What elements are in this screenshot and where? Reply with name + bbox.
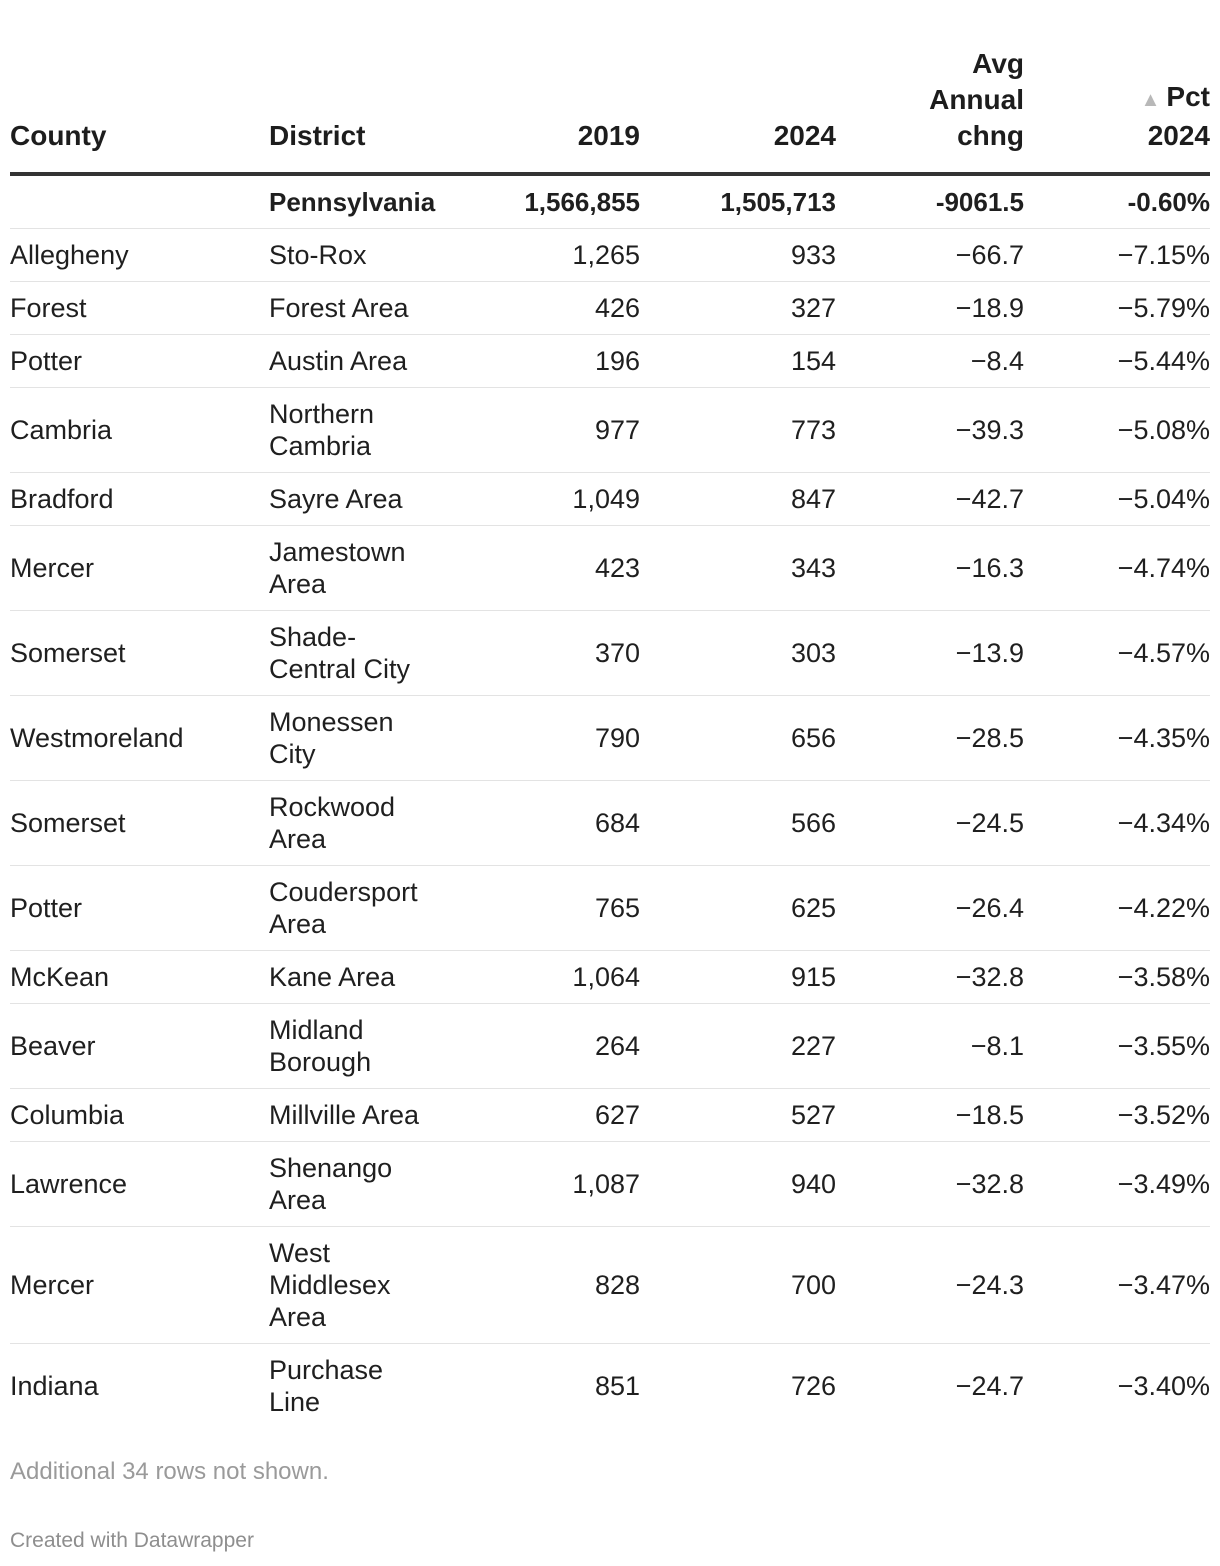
cell-2024: 227	[640, 1004, 836, 1089]
cell-district	[269, 951, 450, 1004]
cell-county: Columbia	[10, 1089, 269, 1142]
column-header-district[interactable]: District	[269, 0, 450, 174]
cell-district: Pennsylvania	[269, 174, 450, 229]
cell-pct: −3.58%	[1024, 951, 1210, 1004]
cell-2024: 527	[640, 1089, 836, 1142]
cell-2024: 726	[790, 1371, 836, 1401]
cell-2024: 773	[640, 388, 836, 473]
column-header-county[interactable]: County	[10, 0, 269, 174]
cell-county: Bradford	[10, 473, 269, 526]
sort-ascending-icon[interactable]: ▲	[1140, 89, 1161, 111]
cell-pct: −3.52%	[1024, 1089, 1210, 1142]
district-line: Purchase	[269, 1355, 384, 1385]
cell-pct: −7.15%	[1024, 229, 1210, 282]
table-row	[10, 866, 1210, 951]
table-row	[10, 1142, 1210, 1227]
column-header-2019[interactable]: 2019	[450, 0, 640, 174]
credit-link[interactable]: Created with Datawrapper	[10, 1529, 254, 1552]
data-table	[10, 0, 1210, 1428]
column-header-pct-2024[interactable]	[1024, 0, 1210, 174]
cell-district	[269, 1142, 450, 1227]
cell-county: Indiana	[10, 1371, 99, 1401]
cell-avg: −18.9	[836, 282, 1024, 335]
cell-district	[269, 781, 450, 866]
cell-county: Mercer	[10, 526, 269, 611]
header-line: Annual	[929, 84, 1024, 115]
cell-district	[269, 611, 450, 696]
cell-county: Allegheny	[10, 229, 269, 282]
district-line: City	[269, 739, 316, 769]
cell-pct: −4.35%	[1024, 696, 1210, 781]
cell-2019: 423	[450, 526, 640, 611]
cell-2024: 303	[640, 611, 836, 696]
table-row	[10, 1089, 1210, 1142]
cell-district	[269, 1004, 450, 1089]
district-line: Sayre Area	[269, 484, 403, 514]
cell-district	[269, 1089, 450, 1142]
district-line: Monessen	[269, 707, 394, 737]
header-line: 2024	[1147, 120, 1210, 151]
cell-avg: -9061.5	[836, 174, 1024, 229]
cell-2019: 264	[450, 1004, 640, 1089]
cell-2019: 1,087	[450, 1142, 640, 1227]
table-row	[10, 1344, 1210, 1429]
district-line: Area	[269, 569, 327, 599]
cell-avg: −24.3	[836, 1227, 1024, 1344]
district-line: Sto-Rox	[269, 240, 367, 270]
cell-pct: −3.55%	[1024, 1004, 1210, 1089]
table-row	[10, 1004, 1210, 1089]
district-line: Forest Area	[269, 293, 409, 323]
table-row	[10, 951, 1210, 1004]
district-line: Central City	[269, 654, 411, 684]
cell-district	[269, 1227, 450, 1344]
cell-pct: −4.57%	[1024, 611, 1210, 696]
district-line: Middlesex	[269, 1270, 391, 1300]
cell-county: Lawrence	[10, 1142, 269, 1227]
cell-2019: 1,064	[450, 951, 640, 1004]
cell-county: McKean	[10, 951, 269, 1004]
cell-2019: 790	[450, 696, 640, 781]
district-line: Northern	[269, 399, 375, 429]
cell-pct: −5.79%	[1024, 282, 1210, 335]
cell-pct: −5.08%	[1024, 388, 1210, 473]
cell-county: Westmoreland	[10, 696, 269, 781]
district-line: Area	[269, 909, 327, 939]
table-row	[10, 696, 1210, 781]
cell-avg: −32.8	[836, 1142, 1024, 1227]
cell-2024: 700	[640, 1227, 836, 1344]
table-row	[10, 611, 1210, 696]
column-header-avg-annual-chng[interactable]	[836, 0, 1024, 174]
table-row	[10, 473, 1210, 526]
cell-2024: 940	[640, 1142, 836, 1227]
cell-avg: −24.5	[836, 781, 1024, 866]
district-line: Rockwood	[269, 792, 396, 822]
table-row	[10, 526, 1210, 611]
cell-district	[269, 696, 450, 781]
cell-pct: −4.22%	[1024, 866, 1210, 951]
footnote: Additional 34 rows not shown.	[10, 1458, 329, 1485]
cell-pct: −3.40%	[1117, 1371, 1210, 1401]
cell-pct: −3.49%	[1024, 1142, 1210, 1227]
cell-avg: −24.7	[955, 1371, 1024, 1401]
district-line: Kane Area	[269, 962, 396, 992]
cell-2024: 343	[640, 526, 836, 611]
district-line: Area	[269, 1302, 327, 1332]
cell-district	[269, 282, 450, 335]
cell-county: Potter	[10, 866, 269, 951]
column-header-2024[interactable]: 2024	[640, 0, 836, 174]
cell-avg: −66.7	[836, 229, 1024, 282]
cell-district	[269, 229, 450, 282]
cell-avg: −28.5	[836, 696, 1024, 781]
cell-2024: 915	[640, 951, 836, 1004]
cell-2019: 851	[594, 1371, 640, 1401]
cell-2024: 154	[640, 335, 836, 388]
cell-2019: 196	[450, 335, 640, 388]
cell-county	[10, 174, 269, 229]
header-line: chng	[957, 120, 1024, 151]
cell-county: Potter	[10, 335, 269, 388]
cell-2024: 847	[640, 473, 836, 526]
header-line: Pct	[1166, 81, 1210, 112]
cell-2019: 1,049	[450, 473, 640, 526]
district-line: Area	[269, 824, 327, 854]
cell-pct: −4.34%	[1024, 781, 1210, 866]
cell-county: Beaver	[10, 1004, 269, 1089]
cell-2019: 370	[450, 611, 640, 696]
cell-avg: −13.9	[836, 611, 1024, 696]
cell-district	[269, 335, 450, 388]
cell-2024: 1,505,713	[640, 174, 836, 229]
district-line: Coudersport	[269, 877, 418, 907]
district-line: West	[269, 1238, 331, 1268]
header-line: Avg	[972, 48, 1024, 79]
cell-2024: 625	[640, 866, 836, 951]
table-row	[10, 335, 1210, 388]
cell-2019: 765	[450, 866, 640, 951]
cell-pct: -0.60%	[1024, 174, 1210, 229]
cell-2019: 627	[450, 1089, 640, 1142]
cell-avg: −8.1	[836, 1004, 1024, 1089]
cell-avg: −8.4	[836, 335, 1024, 388]
cell-2019: 977	[450, 388, 640, 473]
cell-district	[269, 388, 450, 473]
cell-pct: −3.47%	[1024, 1227, 1210, 1344]
district-line: Shenango	[269, 1153, 393, 1183]
district-line: Area	[269, 1185, 327, 1215]
cell-county: Somerset	[10, 781, 269, 866]
cell-2019: 828	[450, 1227, 640, 1344]
cell-pct: −5.44%	[1024, 335, 1210, 388]
district-line: Austin Area	[269, 346, 408, 376]
district-line: Millville Area	[269, 1100, 420, 1130]
cell-2019: 1,265	[450, 229, 640, 282]
table-row	[10, 282, 1210, 335]
cell-county: Somerset	[10, 611, 269, 696]
table-row	[10, 781, 1210, 866]
summary-row	[10, 174, 1210, 229]
cell-district	[269, 1344, 450, 1429]
cell-county: Forest	[10, 282, 269, 335]
district-line: Line	[269, 1387, 321, 1417]
district-line: Shade-	[269, 622, 357, 652]
cell-2019: 426	[450, 282, 640, 335]
district-line: Jamestown	[269, 537, 406, 567]
district-line: Borough	[269, 1047, 372, 1077]
data-table-container	[10, 0, 1210, 1428]
cell-avg: −39.3	[836, 388, 1024, 473]
cell-avg: −42.7	[836, 473, 1024, 526]
cell-2024: 327	[640, 282, 836, 335]
cell-pct: −5.04%	[1024, 473, 1210, 526]
district-line: Midland	[269, 1015, 364, 1045]
cell-district	[269, 526, 450, 611]
cell-2019: 1,566,855	[450, 174, 640, 229]
cell-pct: −4.74%	[1024, 526, 1210, 611]
cell-avg: −32.8	[836, 951, 1024, 1004]
district-line: Cambria	[269, 431, 372, 461]
cell-2024: 566	[640, 781, 836, 866]
cell-2019: 684	[450, 781, 640, 866]
cell-district	[269, 473, 450, 526]
header-row	[10, 0, 1210, 174]
table-row	[10, 229, 1210, 282]
cell-avg: −26.4	[836, 866, 1024, 951]
table-row	[10, 1227, 1210, 1344]
cell-district	[269, 866, 450, 951]
cell-2024: 933	[640, 229, 836, 282]
cell-avg: −16.3	[836, 526, 1024, 611]
table-row	[10, 388, 1210, 473]
cell-county: Mercer	[10, 1227, 269, 1344]
cell-county: Cambria	[10, 388, 269, 473]
cell-avg: −18.5	[836, 1089, 1024, 1142]
cell-2024: 656	[640, 696, 836, 781]
